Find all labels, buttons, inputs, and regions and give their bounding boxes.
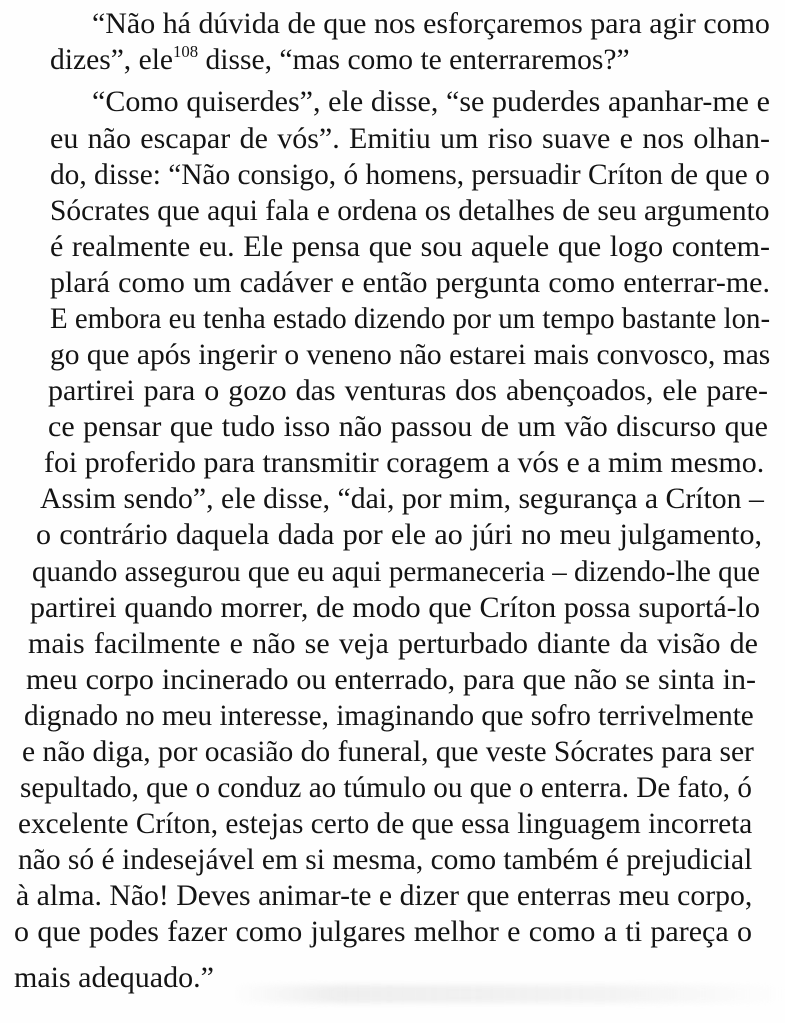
text-line: “Como quiserdes”, ele disse, “se puderdes apanhar-me e <box>92 85 770 118</box>
text-line: e não diga, por ocasião do funeral, que veste Sócrates para ser <box>22 735 754 768</box>
text-line: sepultado, que o conduz ao túmulo ou que o enterra. De fato, ó <box>20 771 752 804</box>
scan-smudge <box>230 985 785 1003</box>
text-line: meu corpo incinerado ou enterrado, para que não se sinta in- <box>26 663 756 696</box>
text-line: eu não escapar de vós”. Emitiu um riso suave e nos olhan- <box>50 122 770 155</box>
text-line: excelente Críton, estejas certo de que essa linguagem incorreta <box>18 807 753 840</box>
text-line: mais adequado.” <box>14 961 214 994</box>
text-line: plará como um cadáver e então pergunta como enterrar-me. <box>50 266 770 299</box>
text-line: Assim sendo”, ele disse, “dai, por mim, segurança a Críton – <box>40 482 764 515</box>
text-line: dignado no meu interesse, imaginando que sofro terrivelmente <box>24 699 754 732</box>
text-line: o contrário daquela dada por ele ao júri no meu julgamento, <box>36 518 762 551</box>
text-line: Sócrates que aqui fala e ordena os detalhes de seu argumento <box>50 194 770 227</box>
text-line: foi proferido para transmitir coragem a vós e a mim mesmo. <box>44 446 765 479</box>
text-line: partirei quando morrer, de modo que Críton possa suportá-lo <box>30 591 760 624</box>
text-line: go que após ingerir o veneno não estarei mais convosco, mas <box>50 338 771 371</box>
text-line: à alma. Não! Deves animar-te e dizer que enterras meu corpo, <box>16 879 753 912</box>
text-line: quando assegurou que eu aqui permaneceria – dizendo-lhe que <box>32 555 761 588</box>
text-line: mais facilmente e não se veja perturbado diante da visão de <box>28 627 758 660</box>
text-line: dizes”, ele$^{108}$ disse, “mas como te enterraremos?” <box>50 42 630 76</box>
text-line: ce pensar que tudo isso não passou de um vão discurso que <box>48 410 768 443</box>
text-line: é realmente eu. Ele pensa que sou aquele que logo contem- <box>50 230 770 263</box>
text-line: do, disse: “Não consigo, ó homens, persuadir Críton de que o <box>50 158 770 191</box>
text-line: “Não há dúvida de que nos esforçaremos para agir como <box>92 7 770 40</box>
footnote-marker: 108 <box>173 42 199 61</box>
text-line: o que podes fazer como julgares melhor e como a ti pareça o <box>14 915 752 948</box>
text-line: partirei para o gozo das venturas dos abençoados, ele pare- <box>48 374 768 407</box>
text-line: não só é indesejável em si mesma, como também é prejudicial <box>18 843 753 876</box>
text-line: E embora eu tenha estado dizendo por um tempo bastante lon- <box>50 302 771 335</box>
